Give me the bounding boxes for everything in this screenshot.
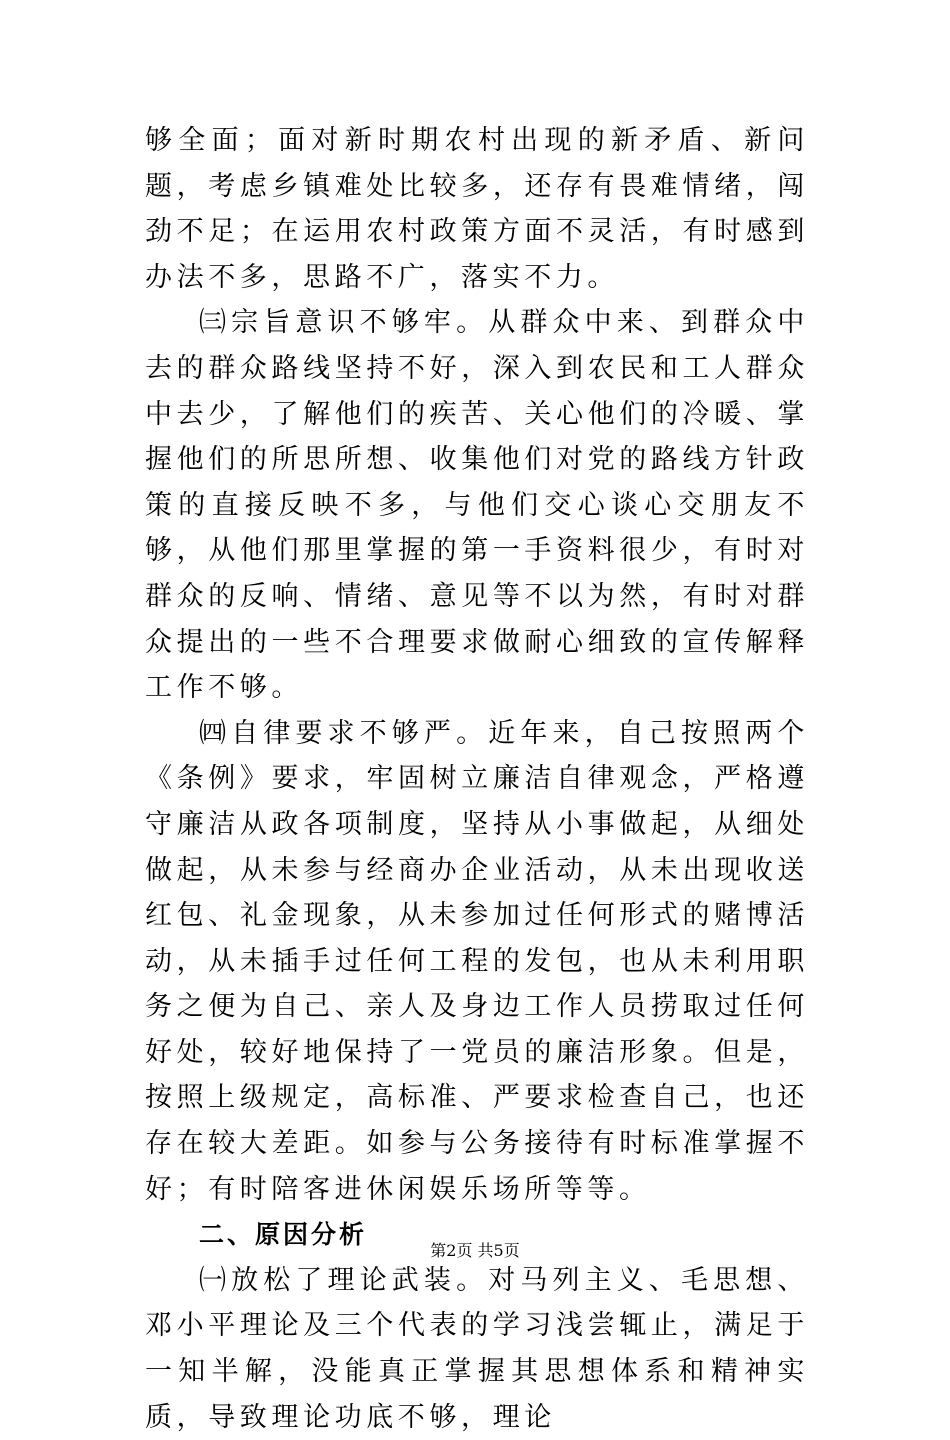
- paragraph-theory-study: ㈠放松了理论武装。对马列主义、毛思想、邓小平理论及三个代表的学习浅尝辄止，满足于一知半解，没能真正掌握其思想体系和精神实质，导致理论功底不够，理论: [145, 1264, 809, 1433]
- paragraph-purpose-awareness: ㈢宗旨意识不够牢。从群众中来、到群众中去的群众路线坚持不好，深入到农民和工人群众中去少，了解他们的疾苦、关心他们的冷暖、掌握他们的所思所想、收集他们对党的路线方针政策的直接反映不多，与他们交心谈心交朋友不够，从他们那里掌握的第一手资料很少，有时对群众的反响、情绪、意见等不以为然，有时对群众提出的一些不合理要求做耐心细致的宣传解释工作不够。: [145, 307, 809, 704]
- paragraph-continuation: 够全面；面对新时期农村出现的新矛盾、新问题，考虑乡镇难处比较多，还存有畏难情绪，闯劲不足；在运用农村政策方面不灵活，有时感到办法不多，思路不广，落实不力。: [145, 125, 809, 293]
- page-number-footer: 第2页 共5页: [430, 1241, 520, 1260]
- section-heading-cause-analysis: 二、原因分析: [199, 1220, 368, 1250]
- paragraph-self-discipline: ㈣自律要求不够严。近年来，自己按照两个《条例》要求，牢固树立廉洁自律观念，严格遵守廉洁从政各项制度，坚持从小事做起，从细处做起，从未参与经商办企业活动，从未出现收送红包、礼金现象，从未参加过任何形式的赌博活动，从未插手过任何工程的发包，也从未利用职务之便为自己、亲人及身边工作人员捞取过任何好处，较好地保持了一党员的廉洁形象。但是，按照上级规定，高标准、严要求检查自己，也还存在较大差距。如参与公务接待有时标准掌握不好；有时陪客进休闲娱乐场所等等。: [145, 717, 809, 1205]
